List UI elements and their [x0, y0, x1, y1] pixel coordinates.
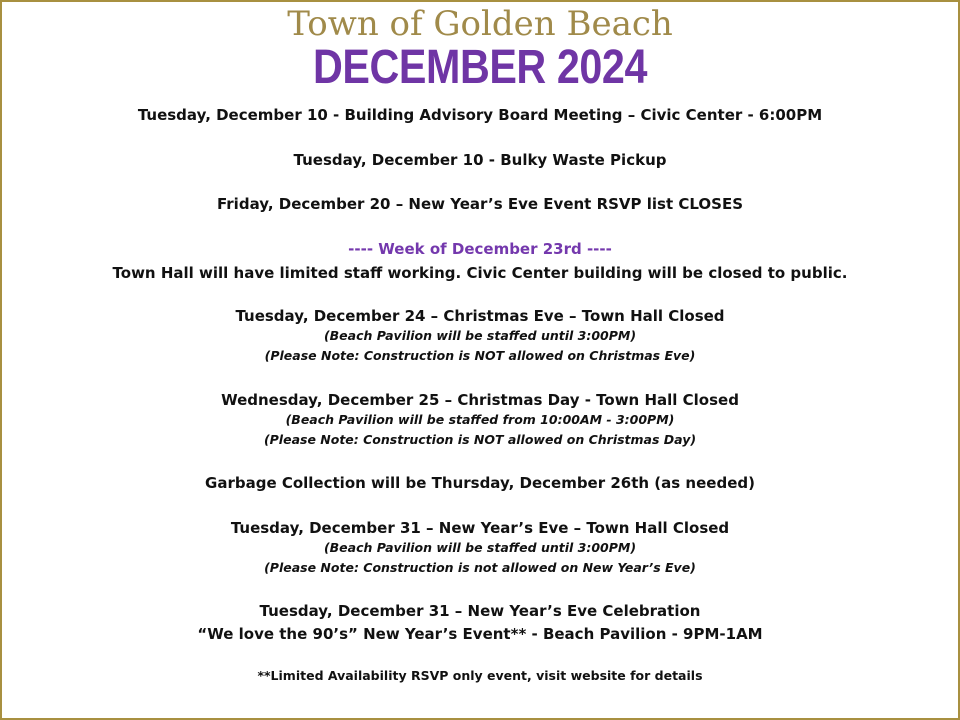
event-rsvp-closes: Friday, December 20 – New Year’s Eve Event RSVP list CLOSES [217, 195, 743, 213]
town-title: Town of Golden Beach [287, 4, 673, 44]
event-christmas-eve: Tuesday, December 24 – Christmas Eve – Town Hall Closed [235, 307, 725, 325]
event-christmas-day: Wednesday, December 25 – Christmas Day - Town Hall Closed [221, 391, 739, 409]
event-building-advisory: Tuesday, December 10 - Building Advisory Board Meeting – Civic Center - 6:00PM [137, 106, 823, 124]
week-note: Town Hall will have limited staff working. Civic Center building will be closed to public. [112, 264, 848, 282]
nye-pavilion-note: (Beach Pavilion will be staffed until 3:00PM) [323, 540, 637, 555]
footnote: **Limited Availability RSVP only event, visit website for details [257, 668, 703, 683]
christmas-day-construction-note: (Please Note: Construction is NOT allowed on Christmas Day) [263, 432, 697, 447]
event-90s-party: “We love the 90’s” New Year’s Event** - Beach Pavilion - 9PM-1AM [197, 625, 763, 643]
event-garbage-collection: Garbage Collection will be Thursday, December 26th (as needed) [205, 474, 755, 492]
christmas-eve-pavilion-note: (Beach Pavilion will be staffed until 3:00PM) [323, 328, 637, 343]
week-heading: ---- Week of December 23rd ---- [348, 240, 612, 258]
christmas-day-pavilion-note: (Beach Pavilion will be staffed from 10:00AM - 3:00PM) [285, 412, 675, 427]
event-new-years-eve: Tuesday, December 31 – New Year’s Eve – Town Hall Closed [230, 519, 730, 537]
christmas-eve-construction-note: (Please Note: Construction is NOT allowed on Christmas Eve) [264, 348, 696, 363]
event-bulky-waste: Tuesday, December 10 - Bulky Waste Pickup [293, 151, 667, 169]
nye-construction-note: (Please Note: Construction is not allowed on New Year’s Eve) [264, 560, 696, 575]
month-title: DECEMBER 2024 [313, 41, 647, 94]
event-nye-celebration: Tuesday, December 31 – New Year’s Eve Celebration [259, 602, 701, 620]
